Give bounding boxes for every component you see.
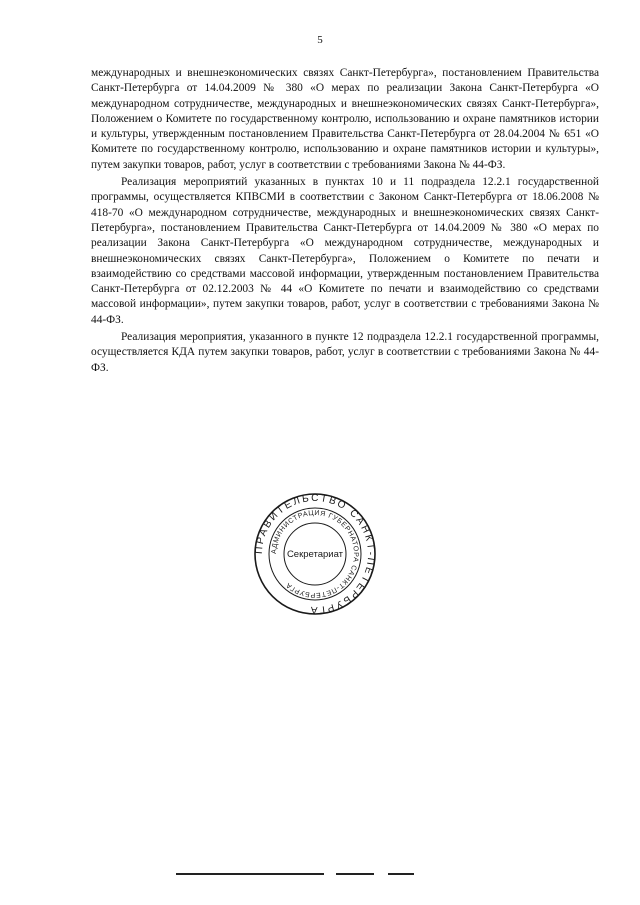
- seal-center-text: Секретариат: [286, 548, 344, 560]
- bottom-rule-3: [388, 873, 414, 875]
- page-number: 5: [317, 34, 323, 46]
- seal-outer-text: ПРАВИТЕЛЬСТВО САНКТ-ПЕТЕРБУРГА: [253, 492, 377, 616]
- seal-graphic: [253, 492, 377, 616]
- paragraph-3: Реализация мероприятия, указанного в пункте 12 подраздела 12.2.1 государственной программы, осуществляется КДА путем закупки товаров, работ, услуг в соответствии с требованиями Закона № 44-ФЗ.: [91, 331, 599, 374]
- paragraph-2: Реализация мероприятий указанных в пунктах 10 и 11 подраздела 12.2.1 государственной программы, осуществляется КПВСМИ в соответствии с Законом Санкт-Петербурга от 18.06.2008 № 418-70 «О международном сотрудничестве, международных и внешнеэкономических связях Санкт-Петербурга», постановлением Правительства Санкт-Петербурга от 14.04.2009 № 380 «О мерах по реализации Закона Санкт-Петербурга «О международном сотрудничестве, международных и внешнеэкономических связях Санкт-Петербурга», Положением о Комитете по печати и взаимодействию со средствами массовой информации, утвержденным постановлением Правительства Санкт-Петербурга от 02.12.2003 № 44 «О Комитете по печати и взаимодействию со средствами массовой информации», путем закупки товаров, работ, услуг в соответствии с требованиями Закона № 44-ФЗ.: [91, 176, 599, 326]
- bottom-rule-2: [336, 873, 374, 875]
- paragraph-1: международных и внешнеэкономических связях Санкт-Петербурга», постановлением Правительства Санкт-Петербурга от 14.04.2009 № 380 «О мерах по реализации Закона Санкт-Петербурга «О международном сотрудничестве, международных и внешнеэкономических связях Санкт-Петербурга», Положением о Комитете по государственному контролю, использованию и охране памятников истории и культуры, утвержденным постановлением Правительства Санкт-Петербурга от 28.04.2004 № 651 «О Комитете по государственному контролю, использованию и охране памятников истории и культуры», путем закупки товаров, работ, услуг в соответствии с требованиями Закона № 44-ФЗ.: [91, 67, 599, 171]
- seal-inner-text: АДМИНИСТРАЦИЯ ГУБЕРНАТОРА САНКТ-ПЕТЕРБУРГА: [270, 509, 360, 599]
- document-body: [91, 66, 599, 376]
- official-seal: [253, 492, 377, 616]
- bottom-rule-1: [176, 873, 324, 875]
